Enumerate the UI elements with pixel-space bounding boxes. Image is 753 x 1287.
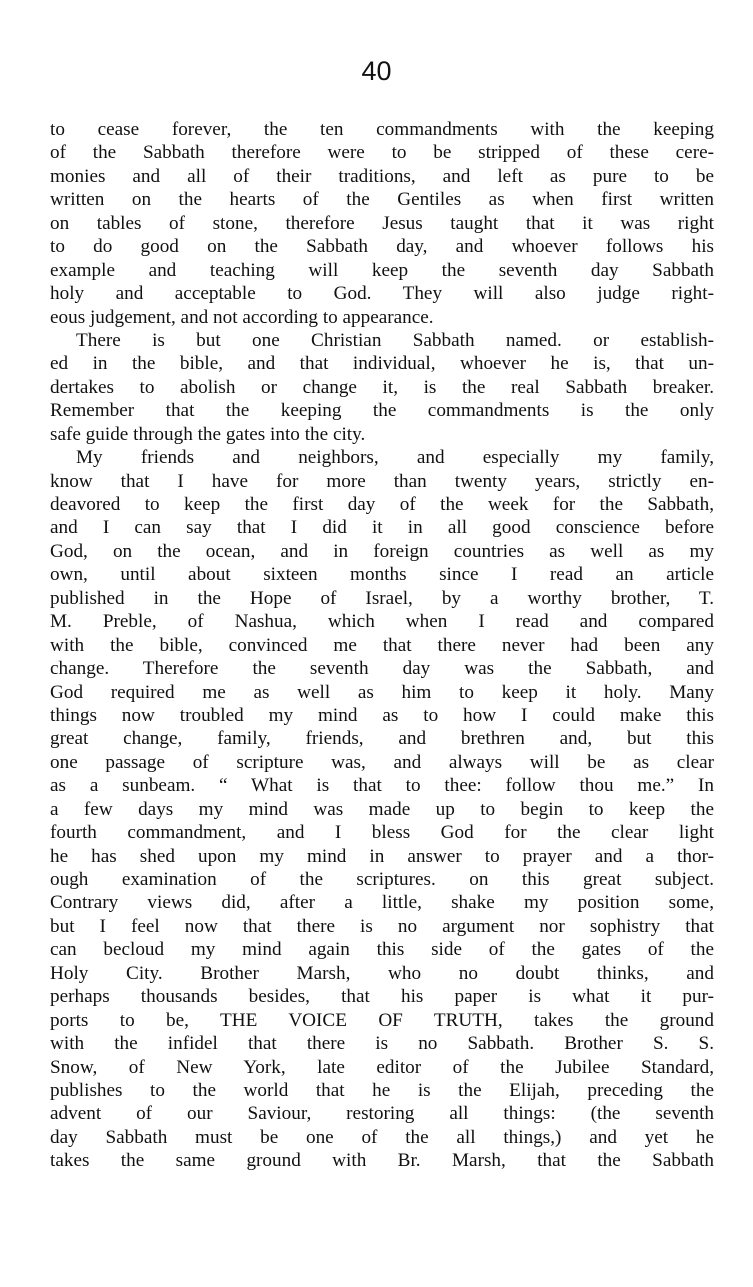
text-line: Remember that the keeping the commandments is the only [50,400,714,422]
text-line: he has shed upon my mind in answer to prayer and a thor- [50,845,714,867]
text-line: example and teaching will keep the seventh day Sabbath [50,259,714,281]
text-line: Snow, of New York, late editor of the Jubilee Standard, [50,1056,714,1078]
text-line: God required me as well as him to keep it holy. Many [50,681,714,703]
text-line: written on the hearts of the Gentiles as when first written [50,189,714,211]
text-line: publishes to the world that he is the Elijah, preceding the [50,1079,714,1101]
body-text [50,118,714,1173]
text-line: one passage of scripture was, and always will be as clear [50,751,714,773]
text-line: holy and acceptable to God. They will also judge right- [50,283,714,305]
text-line: M. Preble, of Nashua, which when I read and compared [50,611,714,633]
text-line: can becloud my mind again this side of the gates of the [50,939,714,961]
text-line: ough examination of the scriptures. on this great subject. [50,869,714,890]
text-line: takes the same ground with Br. Marsh, that the Sabbath [50,1150,714,1172]
text-line: There is but one Christian Sabbath named. or establish- [76,329,714,351]
text-line: day Sabbath must be one of the all things,) and yet he [50,1126,714,1148]
text-line: great change, family, friends, and brethren and, but this [50,728,714,750]
text-line: but I feel now that there is no argument nor sophistry that [50,915,714,937]
text-line: with the infidel that there is no Sabbath. Brother S. S. [50,1033,714,1055]
text-line: perhaps thousands besides, that his paper is what it pur- [50,986,714,1008]
page-number: 40 [361,56,392,86]
text-line: God, on the ocean, and in foreign countries as well as my [50,540,714,562]
text-line: ed in the bible, and that individual, whoever he is, that un- [50,353,714,375]
text-line: advent of our Saviour, restoring all things: (the seventh [50,1103,714,1125]
text-line: eous judgement, and not according to appearance. [50,306,434,328]
text-line: and I can say that I did it in all good conscience before [50,517,714,539]
text-line: monies and all of their traditions, and left as pure to be [50,165,714,187]
text-line: Contrary views did, after a little, shake my position some, [50,892,714,914]
text-line: know that I have for more than twenty years, strictly en- [50,470,714,492]
text-line: a few days my mind was made up to begin to keep the [50,798,714,820]
text-line: things now troubled my mind as to how I could make this [50,704,714,726]
text-line: of the Sabbath therefore were to be stripped of these cere- [50,142,714,164]
text-line: safe guide through the gates into the city. [50,423,366,445]
text-line: dertakes to abolish or change it, is the real Sabbath breaker. [50,376,714,398]
text-line: own, until about sixteen months since I read an article [50,564,714,586]
text-line: on tables of stone, therefore Jesus taught that it was right [50,212,714,234]
text-line: to cease forever, the ten commandments with the keeping [50,119,714,140]
text-line: change. Therefore the seventh day was the Sabbath, and [50,658,714,680]
text-line: Holy City. Brother Marsh, who no doubt thinks, and [50,962,714,984]
text-line: My friends and neighbors, and especially my family, [76,447,714,469]
text-line: published in the Hope of Israel, by a worthy brother, T. [50,587,714,609]
text-line: deavored to keep the first day of the week for the Sabbath, [50,494,714,515]
text-line: fourth commandment, and I bless God for the clear light [50,822,714,844]
text-line: as a sunbeam. “ What is that to thee: follow thou me.” In [50,775,714,797]
text-line: to do good on the Sabbath day, and whoever follows his [50,236,714,258]
text-line: ports to be, THE VOICE OF TRUTH, takes the ground [50,1009,714,1031]
text-line: with the bible, convinced me that there never had been any [50,634,714,656]
